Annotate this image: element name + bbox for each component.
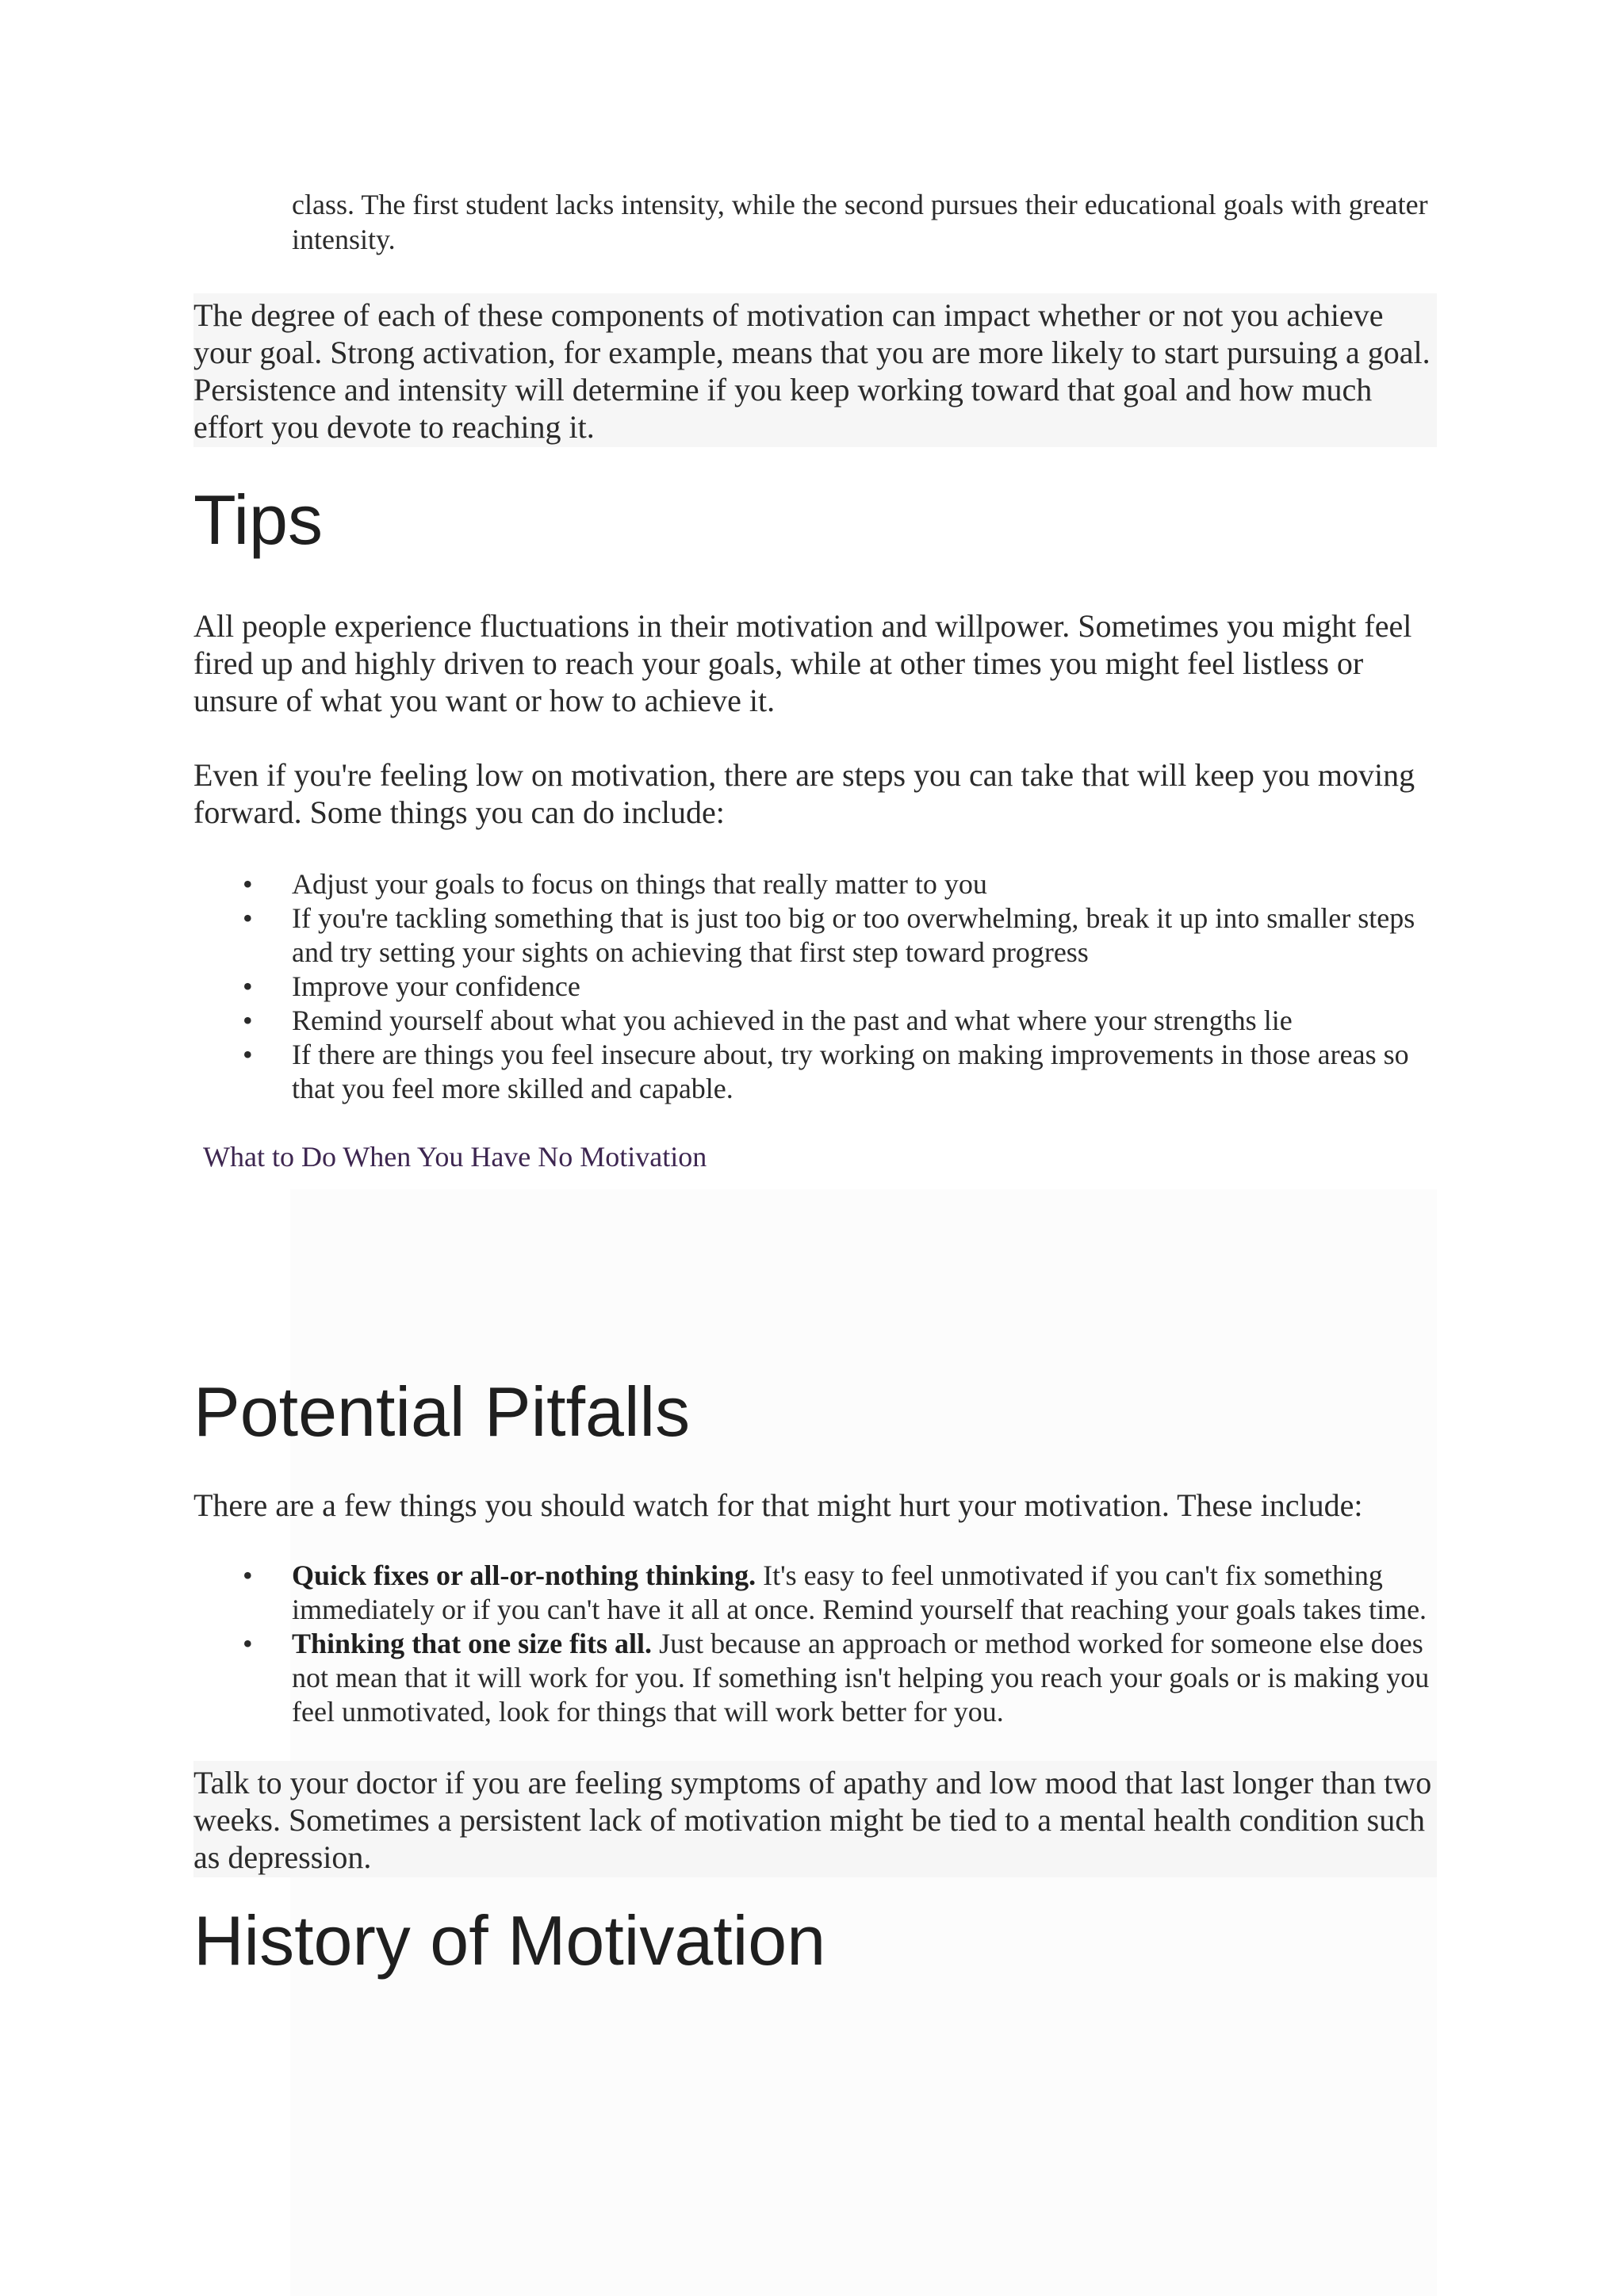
- list-item: [193, 970, 1437, 1004]
- tips-paragraph-1: All people experience fluctuations in their motivation and willpower. Sometimes you might feel fired up and highly driven to reach your goals, while at other times you might feel listless or unsure of what you want or how to achieve it.: [193, 608, 1412, 718]
- list-item: [193, 867, 1437, 901]
- list-item-text: Adjust your goals to focus on things that really matter to you: [292, 868, 987, 900]
- bullet-icon: •: [243, 1628, 253, 1659]
- bullet-icon: •: [243, 1559, 253, 1591]
- pitfall-text: It's easy to feel unmotivated if you can't fix something immediately or if you can't have it all at once. Remind yourself that reaching your goals takes time.: [292, 1559, 1427, 1625]
- list-item: [193, 1559, 1437, 1627]
- list-item-text: If there are things you feel insecure about, try working on making improvements in those areas so that you feel more skilled and capable.: [292, 1039, 1409, 1104]
- bullet-icon: •: [243, 902, 253, 934]
- continued-paragraph: class. The first student lacks intensity, while the second pursues their educational goals with greater intensity.: [292, 189, 1428, 255]
- bullet-icon: •: [243, 970, 253, 1002]
- list-item: [193, 1004, 1437, 1038]
- pitfalls-list: [193, 1559, 1437, 1729]
- list-item: [193, 1038, 1437, 1106]
- list-item: [193, 1627, 1437, 1729]
- tips-paragraph-2: Even if you're feeling low on motivation, there are steps you can take that will keep you moving forward. Some things you can do include:: [193, 757, 1415, 830]
- list-item-text: Improve your confidence: [292, 970, 580, 1002]
- list-item-text: Remind yourself about what you achieved in the past and what where your strengths lie: [292, 1004, 1293, 1036]
- pitfalls-intro: There are a few things you should watch for that might hurt your motivation. These include:: [193, 1487, 1363, 1523]
- pitfall-title: Thinking that one size fits all.: [292, 1628, 653, 1659]
- pitfall-title: Quick fixes or all-or-nothing thinking.: [292, 1559, 756, 1591]
- article-content: [193, 187, 1437, 1980]
- bullet-icon: •: [243, 1039, 253, 1070]
- bullet-icon: •: [243, 868, 253, 900]
- no-motivation-link[interactable]: What to Do When You Have No Motivation: [203, 1141, 707, 1173]
- doctor-callout: Talk to your doctor if you are feeling symptoms of apathy and low mood that last longer than two weeks. Sometimes a persistent lack of motivation might be tied to a mental health condition such as depression.: [193, 1761, 1437, 1877]
- pitfall-text: Just because an approach or method worked for someone else does not mean that it will work for you. If something isn't helping you reach your goals or is making you feel unmotivated, look for things that will work better for you.: [292, 1628, 1430, 1728]
- pitfalls-heading: Potential Pitfalls: [193, 1372, 691, 1451]
- list-item-text: If you're tackling something that is just too big or too overwhelming, break it up into smaller steps and try setting your sights on achieving that first step toward progress: [292, 902, 1415, 968]
- bullet-icon: •: [243, 1004, 253, 1036]
- components-callout: The degree of each of these components of motivation can impact whether or not you achieve your goal. Strong activation, for example, means that you are more likely to start pursuing a goal. Persistence and intensity will determine if you keep working toward that goal and how much effort you devote to reaching it.: [193, 293, 1437, 447]
- tips-list: [193, 867, 1437, 1106]
- history-heading: History of Motivation: [193, 1901, 826, 1980]
- tips-heading: Tips: [193, 480, 323, 559]
- list-item: [193, 901, 1437, 970]
